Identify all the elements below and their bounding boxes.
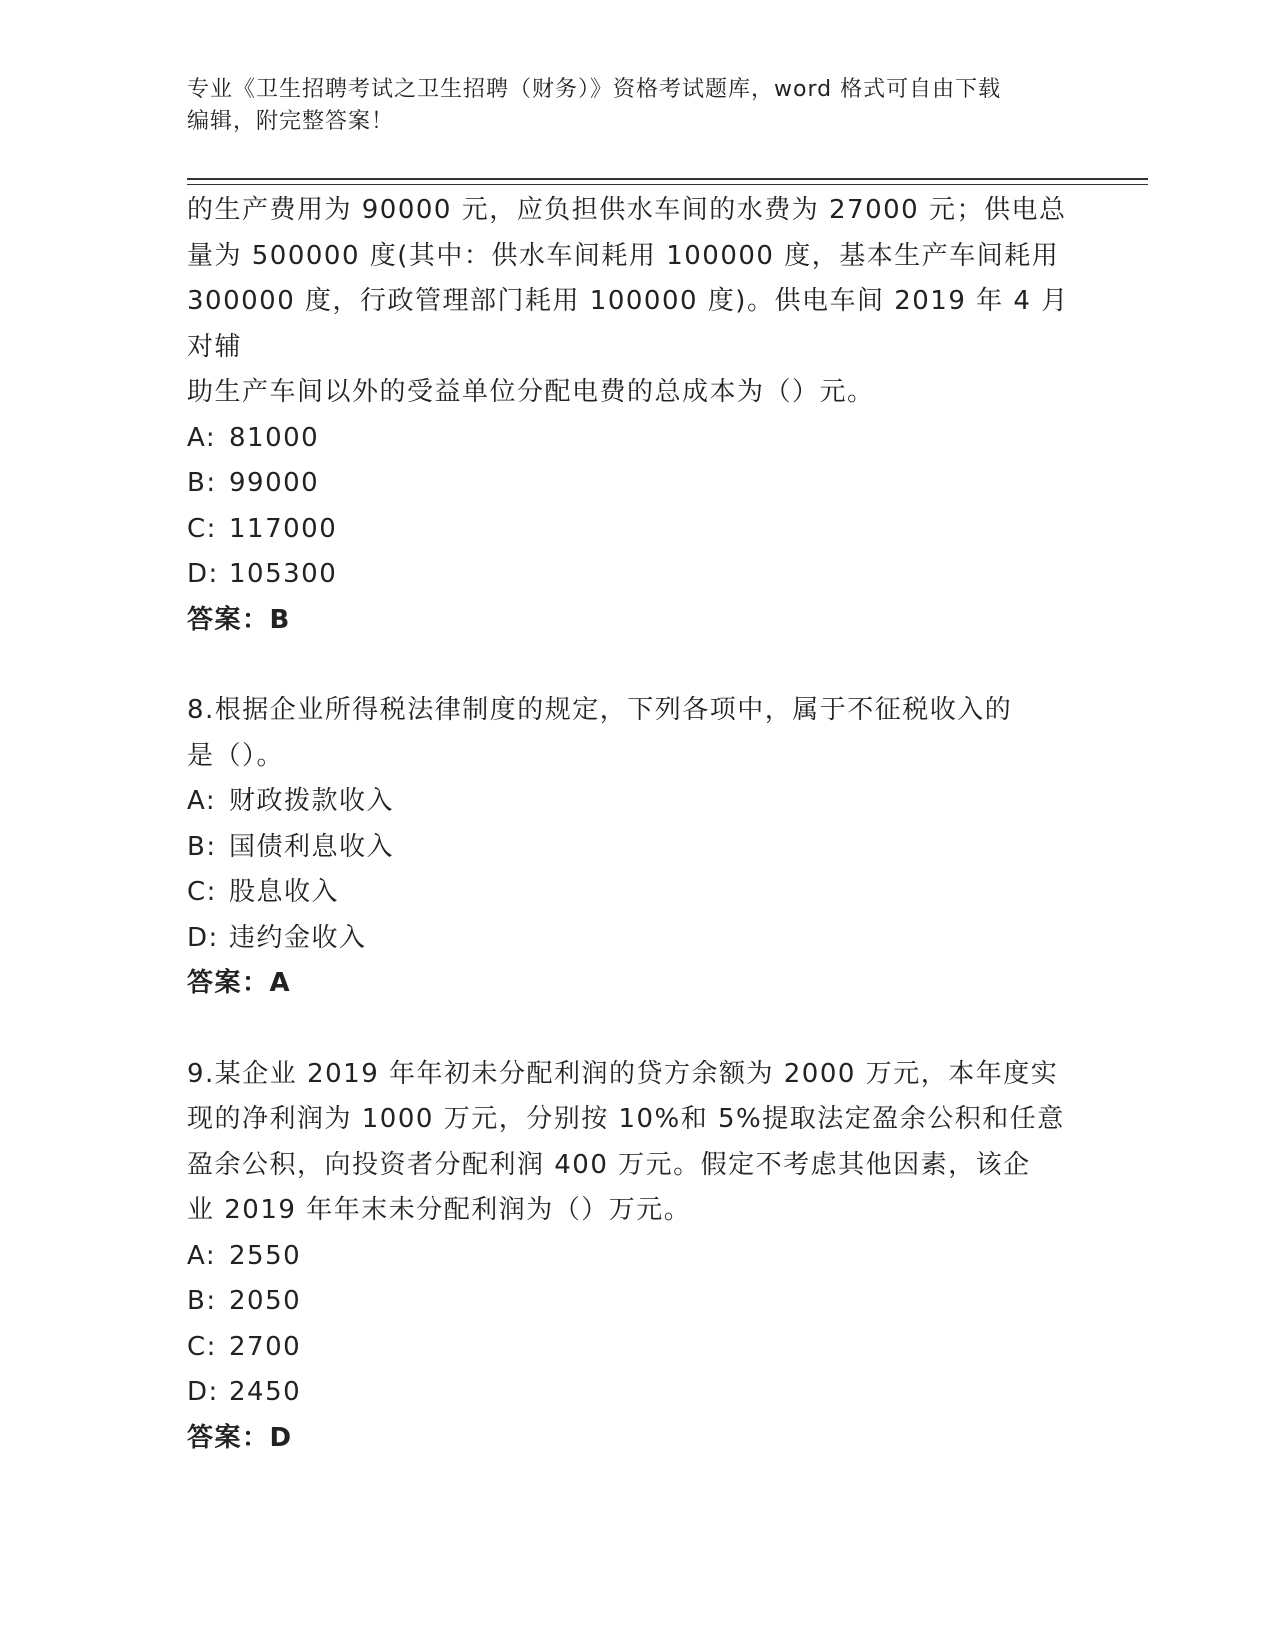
option-b [187, 461, 1087, 507]
option-d [187, 552, 1087, 598]
spacer [187, 643, 1087, 688]
stem-line: 的生产费用为 90000 元，应负担供水车间的水费为 27000 元；供电总 [187, 195, 1067, 225]
header-divider-thin [187, 184, 1148, 185]
question-stem [187, 1052, 1087, 1234]
option-letter: A: [187, 786, 217, 816]
answer-line: 答案：B [187, 604, 291, 635]
option-d [187, 1370, 1087, 1416]
header-line-1: 专业《卫生招聘考试之卫生招聘（财务）》资格考试题库，word 格式可自由下载 [187, 77, 1002, 102]
answer-line: 答案：A [187, 968, 292, 998]
option-text: 2700 [229, 1331, 302, 1362]
stem-line: 9.某企业 2019 年年初未分配利润的贷方余额为 2000 万元，本年度实 [187, 1058, 1059, 1089]
option-c [187, 870, 1087, 916]
stem-line: 量为 500000 度(其中：供水车间耗用 100000 度，基本生产车间耗用 [187, 240, 1060, 271]
stem-line: 300000 度，行政管理部门耗用 100000 度)。供电车间 2019 年 4 月对辅 [187, 286, 1069, 362]
answer-line: 答案：D [187, 1422, 293, 1453]
header-line-2: 编辑，附完整答案！ [187, 109, 395, 134]
option-letter: A: [187, 1240, 217, 1271]
stem-line: 8.根据企业所得税法律制度的规定，下列各项中，属于不征税收入的 [187, 695, 1013, 725]
option-text: 2050 [229, 1286, 302, 1316]
stem-line: 是（）。 [187, 740, 285, 771]
question-block [187, 188, 1087, 643]
option-letter: B: [187, 831, 217, 862]
option-text: 117000 [229, 513, 338, 544]
header-divider-thick [187, 178, 1148, 180]
option-letter: D: [187, 1377, 219, 1407]
question-block [187, 1052, 1087, 1462]
spacer [187, 1007, 1087, 1052]
option-a [187, 1234, 1087, 1280]
option-c [187, 1325, 1087, 1371]
option-a [187, 779, 1087, 825]
option-letter: B: [187, 468, 217, 498]
option-b [187, 825, 1087, 871]
option-b [187, 1279, 1087, 1325]
option-letter: A: [187, 422, 217, 453]
option-letter: D: [187, 559, 219, 589]
option-letter: C: [187, 1331, 217, 1362]
question-list [187, 188, 1087, 1461]
option-text: 股息收入 [229, 877, 340, 907]
option-text: 国债利息收入 [229, 831, 395, 862]
option-d [187, 916, 1087, 962]
option-text: 2550 [229, 1240, 302, 1271]
option-text: 105300 [229, 559, 338, 589]
document-header [187, 74, 1087, 138]
option-text: 财政拨款收入 [229, 786, 395, 816]
option-text: 81000 [229, 422, 320, 453]
stem-line: 现的净利润为 1000 万元，分别按 10%和 5%提取法定盈余公积和任意 [187, 1104, 1065, 1134]
stem-line: 业 2019 年年末未分配利润为（）万元。 [187, 1195, 692, 1225]
question-stem [187, 688, 1087, 779]
option-text: 99000 [229, 468, 320, 498]
question-block [187, 688, 1087, 1007]
option-c [187, 507, 1087, 553]
option-letter: B: [187, 1286, 217, 1316]
option-letter: C: [187, 513, 217, 544]
option-letter: C: [187, 877, 217, 907]
option-text: 2450 [229, 1377, 302, 1407]
option-a [187, 416, 1087, 462]
option-text: 违约金收入 [229, 922, 367, 953]
question-stem [187, 188, 1087, 416]
stem-line: 盈余公积，向投资者分配利润 400 万元。假定不考虑其他因素，该企 [187, 1149, 1031, 1180]
option-letter: D: [187, 922, 219, 953]
stem-line: 助生产车间以外的受益单位分配电费的总成本为（）元。 [187, 377, 875, 407]
